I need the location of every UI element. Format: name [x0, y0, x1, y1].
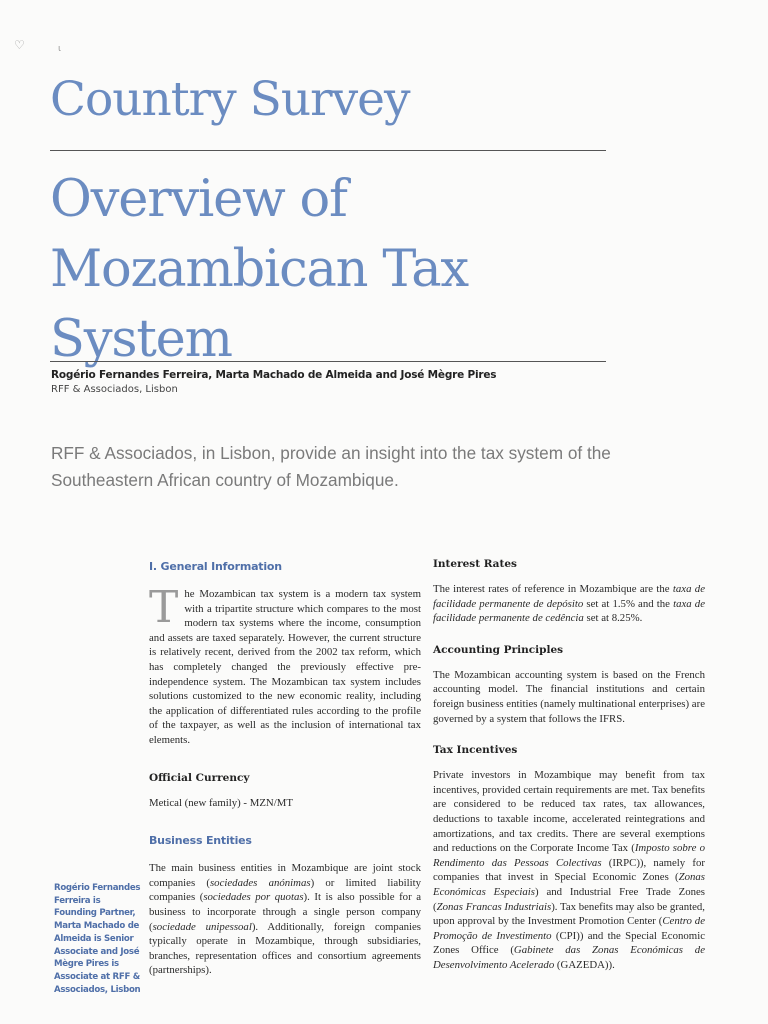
corner-mark: ♡ — [14, 38, 25, 52]
currency-text: Metical (new family) - MZN/MT — [149, 796, 293, 809]
tax-incentives-text: Private investors in Mozambique may benefit from tax incentives, provided certain requirements are met. Tax benefits are considered to be reduced tax rates, tax allowances, deductions to taxable income, accelerated reintegrations and amortizations, and tax credits. There are several exemptions and reductions on the Corporate Income Tax (Imposto sobre o Rendimento das Pessoas Colectivas (IRPC)), namely for companies that invest in Special Economic Zones (Zonas Económicas Especiais) and Industrial Free Trade Zones (Zonas Francas Industriais). Tax benefits may also be granted, upon approval by the Investment Promotion Center (Centro de Promoção de Investimento (CPI)) and the Special Economic Zones Office (Gabinete das Zonas Económicas de Desenvolvimento Acelerado (GAZEDA)). — [433, 769, 705, 971]
drop-cap: T — [149, 582, 179, 633]
article-title: Overview of Mozambican Tax System — [50, 170, 468, 369]
interest-rates-text: The interest rates of reference in Mozambique are the taxa de facilidade permanente de depósito set at 1.5% and the taxa de facilidade permanente de cedência set at 8.25%. — [433, 583, 705, 625]
interest-rates-heading: Interest Rates — [433, 558, 517, 570]
corner-dot: ι — [58, 44, 62, 54]
accounting-text: The Mozambican accounting system is based on the French accounting model. The financial institutions and certain foreign business entities (namely multinational enterprises) are governed by a system that follows the IFRS. — [433, 668, 705, 725]
currency-heading: Official Currency — [149, 771, 250, 784]
business-entities-heading: Business Entities — [149, 834, 252, 848]
general-info-heading: I. General Information — [149, 560, 282, 573]
top-rule — [50, 150, 606, 151]
article-intro: RFF & Associados, in Lisbon, provide an insight into the tax system of the Southeastern African country of Mozambique. — [51, 443, 611, 490]
article-authors: Rogério Fernandes Ferreira, Marta Machado de Almeida and José Mègre Pires — [51, 369, 497, 381]
general-info-text: The Mozambican tax system is a modern tax system with a tripartite structure which compares to the most modern tax systems where the income, consumption and assets are taxed separately. However, the current structure is relatively recent, derived from the 2002 tax reform, which has completely changed the previously effective pre-independence system. The Mozambican tax system includes solutions customized to the new economic reality, including the application of differentiated rules according to the profile of the taxpayer, as well as the inclusion of international tax elements. — [149, 582, 421, 746]
business-entities-text: The main business entities in Mozambique are joint stock companies (sociedades anónimas) or limited liability companies (sociedades por quotas). It is also possible for a business to incorporate through a single person company (sociedade unipessoal). Additionally, foreign companies typically operate in Mozambique, through subsidiaries, branches, representation offices and consortium agreements (partnerships). — [149, 862, 421, 977]
column-right — [433, 558, 705, 972]
author-bio-note: Rogério Fernandes Ferreira is Founding Partner, Marta Machado de Almeida is Senior Associate and José Mègre Pires is Associate at RFF & Associados, Lisbon — [54, 883, 141, 995]
title-rule — [50, 361, 606, 362]
series-title: Country Survey — [50, 72, 410, 127]
article-affiliation: RFF & Associados, Lisbon — [51, 384, 178, 395]
column-left — [149, 560, 421, 978]
accounting-heading: Accounting Principles — [433, 643, 564, 656]
tax-incentives-heading: Tax Incentives — [433, 744, 518, 757]
